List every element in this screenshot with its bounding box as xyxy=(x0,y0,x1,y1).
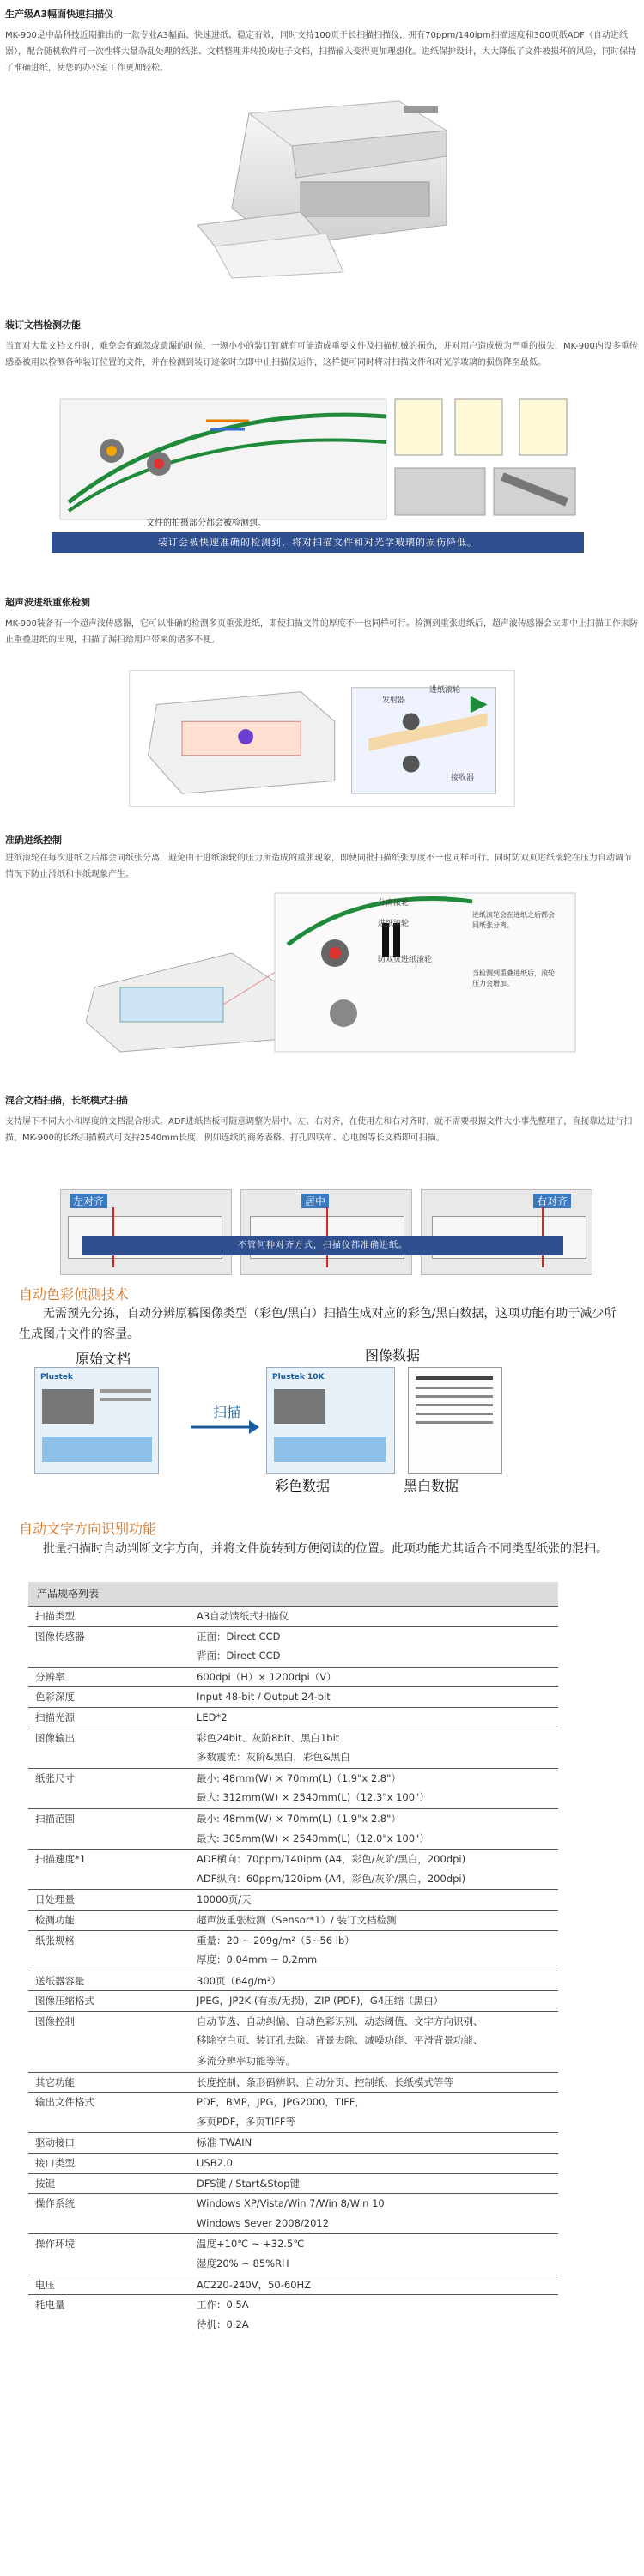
spec-key: 图像控制 xyxy=(35,2014,75,2027)
spec-value: ADF横向：70ppm/140ipm (A4，彩色/灰阶/黑白，200dpi) xyxy=(197,1853,466,1866)
spec-value: DFS键 / Start&Stop键 xyxy=(197,2177,300,2190)
align-center-photo xyxy=(240,1189,412,1275)
spec-row xyxy=(28,1707,558,1728)
spec-row xyxy=(28,1990,558,2011)
spec-key: 图像压缩格式 xyxy=(35,1995,94,2008)
spec-value: ADF纵向：60ppm/120ipm (A4，彩色/灰阶/黑白，200dpi) xyxy=(197,1872,466,1885)
scanner-product-image xyxy=(197,96,455,281)
spec-key: 扫描速度*1 xyxy=(35,1853,87,1866)
spec-row xyxy=(28,2233,558,2254)
spec-row xyxy=(28,1768,558,1789)
spec-value: 移除空白页、装订孔去除、背景去除、减噪功能、平滑背景功能、 xyxy=(197,2034,483,2047)
spec-value: 10000页/天 xyxy=(197,1893,252,1906)
spec-row xyxy=(28,2254,558,2275)
spec-row xyxy=(28,2315,558,2336)
spec-row xyxy=(28,2173,558,2194)
section3-title: 超声波进纸重张检测 xyxy=(5,597,90,608)
align-right-photo xyxy=(421,1189,592,1275)
spec-value: Windows XP/Vista/Win 7/Win 8/Win 10 xyxy=(197,2197,385,2210)
spec-row xyxy=(28,2112,558,2133)
image-data-label: 图像数据 xyxy=(365,1347,421,1364)
spec-value: 多流分辨率功能等等。 xyxy=(197,2055,295,2068)
original-document: Plustek xyxy=(34,1367,159,1474)
spec-row xyxy=(28,1829,558,1850)
spec-value: PDF，BMP，JPG，JPG2000，TIFF， xyxy=(197,2096,366,2109)
spec-row xyxy=(28,1910,558,1930)
spec-value: 长度控制、条形码辨识、自动分页、控制纸、长纸模式等等 xyxy=(197,2075,453,2088)
spec-key: 图像输出 xyxy=(35,1731,75,1744)
section2-caption: 装订会被快速准确的检测到，将对扫描文件和对光学玻璃的损伤降低。 xyxy=(52,532,584,553)
spec-row xyxy=(28,2132,558,2153)
spec-value: 600dpi（H）× 1200dpi（V） xyxy=(197,1670,337,1683)
spec-value: USB2.0 xyxy=(197,2157,233,2170)
spec-key: 日处理量 xyxy=(35,1893,75,1906)
spec-row xyxy=(28,1849,558,1869)
align-center-label: 居中 xyxy=(301,1194,329,1208)
spec-row xyxy=(28,1808,558,1829)
spec-table-header: 产品规格列表 xyxy=(28,1582,558,1606)
sensor-label-roller: 进纸滚轮 xyxy=(429,686,461,695)
align-left-label: 左对齐 xyxy=(70,1194,107,1208)
section3-para: MK-900装备有一个超声波传感器，它可以准确的检测多页重张进纸，即使扫描文件的厚度不一也同样可行。检测到重张进纸后，超声波传感器会立即中止扫描工作来防止重叠进纸的出现，扫描了漏扫给用户带来的诸多不便。 xyxy=(5,619,638,645)
spec-value: 最小: 48mm(W) × 70mm(L)（1.9"x 2.8"） xyxy=(197,1771,401,1784)
spec-value: 自动节选、自动纠偏、自动色彩识别、动态阈值、文字方向识别、 xyxy=(197,2014,483,2027)
section7-para: 批量扫描时自动判断文字方向，并将文件旋转到方便阅读的位置。此项功能尤其适合不同类型纸张的混扫。 xyxy=(43,1542,608,1556)
scan-label: 扫描 xyxy=(213,1404,241,1420)
spec-key: 输出文件格式 xyxy=(35,2096,94,2109)
spec-row xyxy=(28,1971,558,1991)
roller-label-antidouble: 防双页进纸滚轮 xyxy=(378,956,433,964)
spec-value: 彩色24bit、灰阶8bit、黑白1bit xyxy=(197,1731,340,1744)
diagram-label: 文件的拍摄部分都会被检测到。 xyxy=(146,519,266,528)
section1-intro: MK-900是中晶科技近期推出的一款专业A3幅面、快速进纸、稳定有效，同时支持100页于长扫描扫描仪，拥有70ppm/140ipm扫描速度和300页纸ADF（自动进纸器），配合随机软件可一次性将大量杂乱处理的纸张、文档整理并转换成电子文档，扫描输入变得更加理想化。进纸保护设计，大大降低了文件被损坏的风险，同时保持了准确进纸，使您的办公室工作更加轻松。 xyxy=(5,31,636,73)
spec-key: 送纸器容量 xyxy=(35,1974,85,1987)
spec-value: 湿度20% ~ 85%RH xyxy=(197,2257,289,2269)
spec-row xyxy=(28,1667,558,1687)
scan-arrow-icon xyxy=(191,1419,259,1436)
spec-row xyxy=(28,1950,558,1971)
section1-title: 生产级A3幅面快速扫描仪 xyxy=(5,9,114,20)
spec-row xyxy=(28,1869,558,1890)
roller-label-separation: 分离滚轮 xyxy=(378,899,410,908)
spec-value: 背面：Direct CCD xyxy=(197,1649,281,1662)
section5-para: 支持屏下不同大小和厚度的文档混合形式。ADF进纸挡板可随意调整为居中、左、右对齐，在使用左和右对齐时，就不需要根据文件大小事先整理了，直接靠边进行扫描。MK-900的长纸扫描模式可支持2540mm长度，例如连续的商务表格、打孔四联单、心电图等长文档即可扫描。 xyxy=(5,1117,633,1143)
spec-key: 驱动接口 xyxy=(35,2136,75,2149)
section5-caption: 不管何种对齐方式，扫描仪都准确进纸。 xyxy=(82,1236,563,1255)
spec-row xyxy=(28,2011,558,2032)
roller-label-feed: 进纸滚轮 xyxy=(378,920,410,928)
spec-value: 300页（64g/m²） xyxy=(197,1974,282,1987)
spec-value: 最大: 305mm(W) × 2540mm(L)（12.0"x 100"） xyxy=(197,1832,429,1844)
roller-desc-feed: 进纸滚轮会在进纸之后都会同纸张分离。 xyxy=(472,911,555,929)
spec-table xyxy=(28,1606,558,2335)
spec-row xyxy=(28,2072,558,2093)
spec-value: Windows Sever 2008/2012 xyxy=(197,2216,330,2229)
spec-key: 色彩深度 xyxy=(35,1691,75,1704)
spec-row xyxy=(28,1930,558,1951)
spec-value: LED*2 xyxy=(197,1710,228,1723)
spec-value: 温度+10℃ ~ +32.5℃ xyxy=(197,2238,305,2251)
staple-detection-diagram xyxy=(52,382,584,537)
spec-key: 扫描类型 xyxy=(35,1610,75,1622)
spec-key: 检测功能 xyxy=(35,1913,75,1926)
spec-value: 最大: 312mm(W) × 2540mm(L)（12.3"x 100"） xyxy=(197,1791,429,1804)
section5-title: 混合文档扫描，长纸模式扫描 xyxy=(5,1095,128,1106)
spec-row xyxy=(28,1646,558,1667)
spec-value: 多数震流：灰阶&黑白，彩色&黑白 xyxy=(197,1751,350,1764)
spec-row xyxy=(28,2092,558,2112)
spec-value: AC220-240V，50-60HZ xyxy=(197,2278,312,2291)
section6-title: 自动色彩侦测技术 xyxy=(19,1286,130,1303)
spec-row xyxy=(28,1686,558,1707)
spec-value: 重量：20 ~ 209g/m²（5~56 lb） xyxy=(197,1934,355,1947)
spec-key: 扫描光源 xyxy=(35,1710,75,1723)
spec-value: 最小: 48mm(W) × 70mm(L)（1.9"x 2.8"） xyxy=(197,1812,401,1825)
spec-row xyxy=(28,2214,558,2234)
align-right-label: 右对齐 xyxy=(533,1194,571,1208)
spec-row xyxy=(28,2193,558,2214)
spec-value: 厚度：0.04mm ~ 0.2mm xyxy=(197,1953,318,1966)
spec-row xyxy=(28,1747,558,1768)
spec-value: 工作：0.5A xyxy=(197,2299,249,2312)
sensor-label-transmitter: 发射器 xyxy=(382,696,406,705)
original-doc-label: 原始文档 xyxy=(76,1351,131,1367)
spec-row xyxy=(28,1626,558,1647)
spec-row xyxy=(28,2275,558,2295)
section6-para: 无需预先分拣，自动分辨原稿图像类型（彩色/黑白）扫描生成对应的彩色/黑白数据，这项功能有助于减少所生成图片文件的容量。 xyxy=(19,1307,617,1341)
section4-title: 准确进纸控制 xyxy=(5,835,62,846)
spec-row xyxy=(28,2031,558,2051)
spec-value: 待机：0.2A xyxy=(197,2318,249,2330)
sensor-label-receiver: 接收器 xyxy=(451,774,475,782)
photo-label: 表面光学玻璃 xyxy=(404,519,451,528)
spec-key: 按键 xyxy=(35,2177,55,2190)
spec-value: Input 48-bit / Output 24-bit xyxy=(197,1691,331,1704)
spec-value: 正面：Direct CCD xyxy=(197,1630,281,1643)
spec-row xyxy=(28,2153,558,2173)
spec-row xyxy=(28,2051,558,2072)
spec-key: 电压 xyxy=(35,2278,55,2291)
section2-para: 当面对大量文档文件时，难免会有疏忽或遗漏的时候，一颗小小的装订钉就有可能造成重要文件及扫描机械的损伤，并对用户造成极为严重的损失，MK-900内设多重传感器被用以检测各种装订位置的文件，并在检测到装订迹象时立即中止扫描仪运作，这样便可同时将对扫描文件和对光学玻璃的损伤降至最低。 xyxy=(5,342,638,368)
spec-key: 纸张规格 xyxy=(35,1934,75,1947)
spec-key: 其它功能 xyxy=(35,2075,75,2088)
color-data-label: 彩色数据 xyxy=(275,1478,331,1494)
spec-key: 分辨率 xyxy=(35,1670,65,1683)
spec-row xyxy=(28,1606,558,1626)
spec-key: 图像传感器 xyxy=(35,1630,85,1643)
bw-data-label: 黑白数据 xyxy=(404,1478,459,1494)
spec-value: 超声波重张检测（Sensor*1）/ 装订文档检测 xyxy=(197,1913,397,1926)
spec-row xyxy=(28,1788,558,1808)
spec-row xyxy=(28,1728,558,1748)
spec-key: 操作环境 xyxy=(35,2238,75,2251)
spec-value: A3自动馈纸式扫描仪 xyxy=(197,1610,289,1622)
align-left-photo xyxy=(60,1189,232,1275)
section2-title: 装订文档检测功能 xyxy=(5,319,81,331)
spec-row xyxy=(28,1889,558,1910)
bw-data-output xyxy=(408,1367,502,1474)
spec-value: JPEG，JP2K (有损/无损)，ZIP (PDF)，G4压缩（黑白） xyxy=(197,1995,444,2008)
spec-key: 操作系统 xyxy=(35,2197,75,2210)
section7-title: 自动文字方向识别功能 xyxy=(19,1521,157,1537)
spec-key: 扫描范围 xyxy=(35,1812,75,1825)
spec-key: 耗电量 xyxy=(35,2299,65,2312)
spec-key: 纸张尺寸 xyxy=(35,1771,75,1784)
spec-row xyxy=(28,2294,558,2315)
spec-value: 多页PDF，多页TIFF等 xyxy=(197,2115,296,2128)
roller-desc-antidouble: 当检测到重叠进纸后，滚轮压力会增加。 xyxy=(472,969,555,987)
spec-value: 标准 TWAIN xyxy=(197,2136,252,2149)
section4-para: 进纸滚轮在每次进纸之后都会同纸张分离，避免由于进纸滚轮的压力所造成的重张现象，即使同批扫描纸张厚度不一也同样可行。同时防双页进纸滚轮在压力自动调节情况下防止滑纸和卡纸现象产生。 xyxy=(5,854,632,879)
color-data-output: Plustek 10K xyxy=(266,1367,395,1474)
spec-key: 接口类型 xyxy=(35,2157,75,2170)
